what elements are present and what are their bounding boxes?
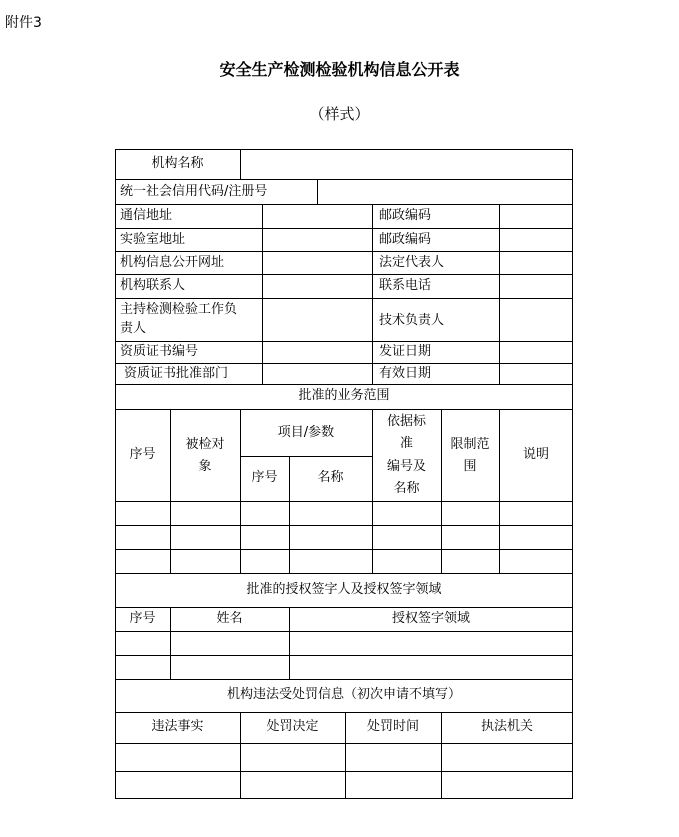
col-note: 说明 (522, 447, 549, 462)
grid-line (115, 743, 573, 744)
grid-line (115, 655, 573, 656)
grid-line (115, 204, 573, 205)
grid-line (499, 409, 500, 573)
col-basis-line1: 依据标 (386, 414, 426, 429)
label-credit-code: 统一社会信用代码/注册号 (120, 184, 268, 199)
grid-line (115, 525, 573, 526)
col-basis-line2: 准 (399, 436, 413, 451)
grid-line (441, 409, 442, 573)
grid-line (115, 363, 573, 364)
label-issue-date: 发证日期 (379, 344, 432, 359)
label-lab-postal-code: 邮政编码 (379, 232, 432, 247)
section-title-penalty: 机构违法受处罚信息（初次申请不填写） (226, 687, 461, 702)
label-valid-date: 有效日期 (379, 366, 432, 381)
label-head-line1: 主持检测检验工作负 (120, 302, 238, 317)
grid-line (115, 409, 573, 410)
label-phone: 联系电话 (379, 278, 432, 293)
grid-line (499, 204, 500, 384)
label-website: 机构信息公开网址 (120, 255, 225, 270)
col-signer-seq: 序号 (129, 611, 156, 626)
grid-line (317, 179, 318, 204)
col-penalty-time: 处罚时间 (366, 719, 419, 734)
grid-line (115, 679, 573, 680)
grid-line (115, 179, 573, 180)
col-seq: 序号 (129, 447, 156, 462)
col-item-param: 项目/参数 (277, 425, 335, 440)
col-sub-name: 名称 (317, 470, 344, 485)
grid-line (115, 384, 573, 385)
col-object-line1: 被检对 (185, 437, 225, 452)
col-penalty-fact: 违法事实 (151, 719, 204, 734)
col-limit-line1: 限制范 (450, 437, 490, 452)
col-basis-line4: 名称 (393, 481, 420, 496)
grid-line (115, 274, 573, 275)
label-head-line2: 责人 (120, 321, 147, 336)
grid-line (115, 251, 573, 252)
col-signer-name: 姓名 (216, 611, 243, 626)
grid-line (170, 409, 171, 573)
grid-line (372, 204, 373, 384)
label-lab-address: 实验室地址 (120, 232, 186, 247)
page-title: 安全生产检测检验机构信息公开表 (219, 60, 460, 79)
grid-line (115, 501, 573, 502)
col-limit-line2: 围 (463, 459, 477, 474)
grid-line (115, 712, 573, 713)
grid-line (240, 456, 372, 457)
label-legal-rep: 法定代表人 (379, 255, 445, 270)
col-penalty-authority: 执法机关 (480, 719, 533, 734)
col-sub-seq: 序号 (251, 470, 278, 485)
label-tech-head: 技术负责人 (379, 313, 445, 328)
grid-line (115, 228, 573, 229)
grid-line (115, 607, 573, 608)
grid-line (115, 298, 573, 299)
label-mail-address: 通信地址 (120, 208, 173, 223)
grid-line (240, 149, 241, 179)
section-title-signers: 批准的授权签字人及授权签字领域 (246, 582, 442, 597)
grid-line (115, 573, 573, 574)
col-basis-line3: 编号及 (386, 459, 426, 474)
grid-line (115, 771, 573, 772)
grid-line (262, 204, 263, 384)
attachment-label: 附件3 (5, 15, 42, 31)
label-cert-no: 资质证书编号 (120, 344, 199, 359)
grid-line (115, 549, 573, 550)
page-subtitle: （样式） (309, 105, 370, 123)
col-object-line2: 象 (198, 459, 212, 474)
label-postal-code: 邮政编码 (379, 208, 432, 223)
grid-line (115, 341, 573, 342)
grid-line (115, 631, 573, 632)
label-org-name: 机构名称 (151, 156, 204, 171)
col-penalty-decision: 处罚决定 (266, 719, 319, 734)
section-title-scope: 批准的业务范围 (298, 388, 390, 403)
label-cert-authority: 资质证书批准部门 (124, 366, 229, 381)
col-signer-field: 授权签字领域 (391, 611, 470, 626)
label-contact: 机构联系人 (120, 278, 186, 293)
